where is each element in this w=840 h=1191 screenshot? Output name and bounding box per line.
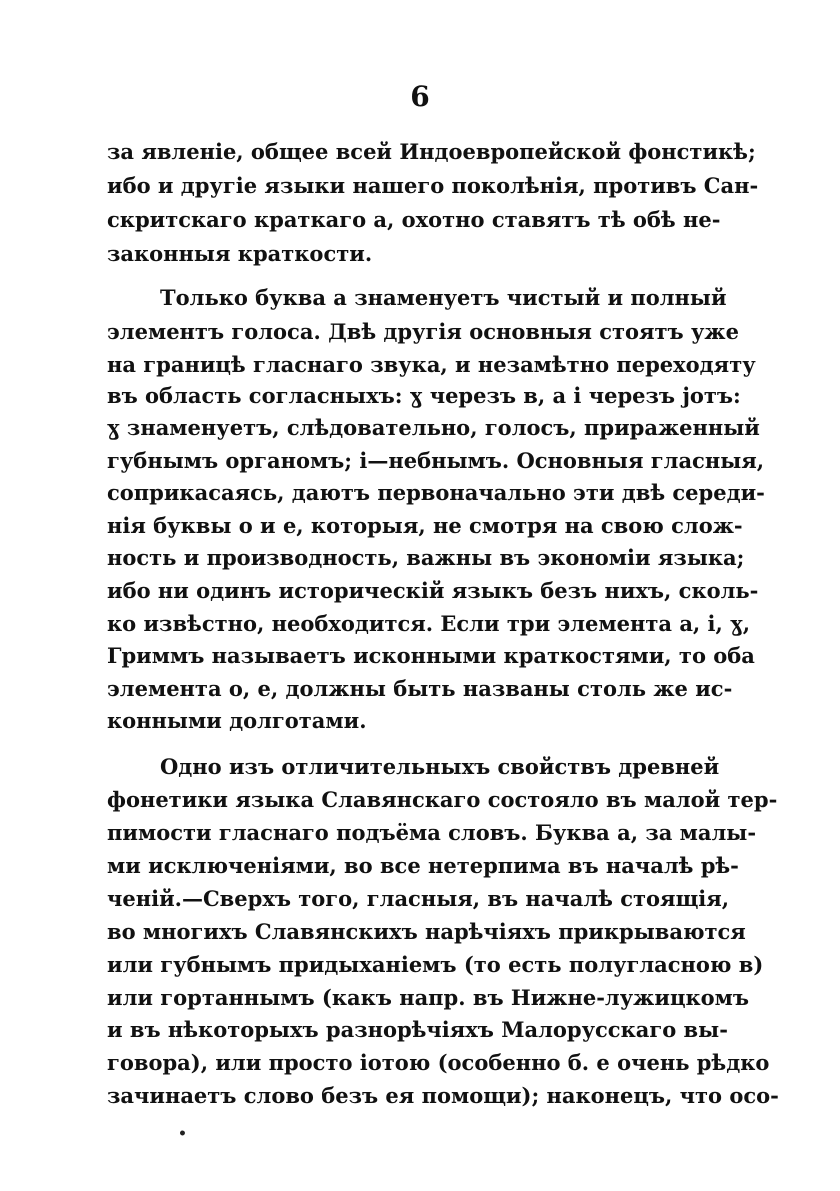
text-line: говора), или просто іотою (особенно б. е очень рѣдко [107, 1050, 770, 1075]
text-line: ко извѣстно, необходится. Если три элемента а, і, ɣ, [107, 611, 751, 636]
text-line: элемента о, е, должны быть названы столь же ис- [107, 676, 733, 701]
text-line: губнымъ органомъ; і—небнымъ. Основныя гласныя, [107, 448, 765, 473]
text-line: во многихъ Славянскихъ нарѣчіяхъ прикрываются [107, 919, 746, 944]
text-line: нія буквы о и е, которыя, не смотря на свою слож- [107, 513, 743, 538]
text-line: зачинаетъ слово безъ ея помощи); наконецъ, что осо- [107, 1083, 779, 1108]
text-line: ɣ знаменуетъ, слѣдовательно, голосъ, приpаженный [107, 415, 760, 440]
text-line: фонетики языка Славянскаго состояло въ малой тер- [107, 787, 778, 812]
text-line: ность и производность, важны въ экономіи языка; [107, 545, 745, 570]
text-line: соприкасаясь, даютъ первоначально эти двѣ середи- [107, 480, 765, 505]
text-line: элементъ голоса. Двѣ другія основныя стоятъ уже [107, 319, 739, 344]
text-line: и въ нѣкоторыхъ разнорѣчіяхъ Малорусскаго вы- [107, 1017, 728, 1042]
text-line: ибо и другіе языки нашего поколѣнія, противъ Сан- [107, 173, 759, 198]
text-line: пимости гласнаго подъёма словъ. Буква а, за малы- [107, 820, 757, 845]
text-line: въ область согласныхъ: ɣ черезъ в, а і черезъ jотъ: [107, 383, 741, 408]
text-line: ми исключеніями, во все нетерпима въ началѣ рѣ- [107, 853, 739, 878]
text-line: конными долготами. [107, 708, 367, 733]
text-line: на границѣ гласнаго звука, и незамѣтно переходяту [107, 352, 756, 377]
page-number: 6 [410, 80, 430, 113]
text-line: ибо ни одинъ историческій языкъ безъ нихъ, сколь- [107, 578, 759, 603]
text-line: ченій.—Сверхъ того, гласныя, въ началѣ стоящія, [107, 886, 730, 911]
text-line: Одно изъ отличительныхъ свойствъ древней [160, 754, 720, 779]
text-line: или губнымъ придыханіемъ (то есть полугласною в) [107, 952, 764, 977]
ink-speck: • [178, 1126, 187, 1142]
text-line: за явленіе, общее всей Индоевропейской фонстикѣ; [107, 139, 756, 164]
text-line: Гриммъ называетъ исконными краткостями, то оба [107, 643, 755, 668]
text-line: скритскаго краткаго а, охотно ставятъ тѣ обѣ не- [107, 207, 721, 232]
text-line: Только буква а знаменуетъ чистый и полный [160, 285, 727, 310]
text-line: или гортаннымъ (какъ напр. въ Нижне-лужицкомъ [107, 985, 749, 1010]
text-line: законныя краткости. [107, 241, 373, 266]
